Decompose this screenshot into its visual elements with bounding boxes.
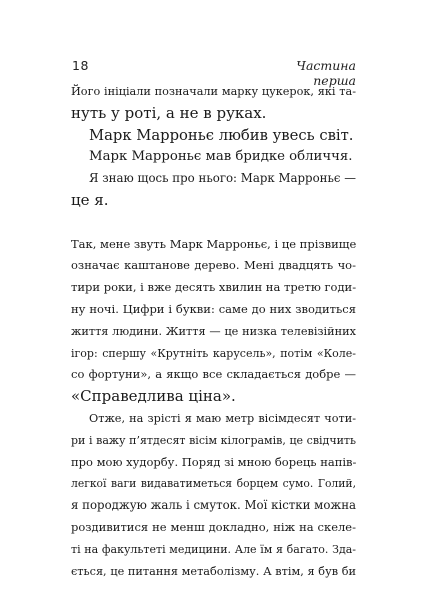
text-line: со фортуни», а якщо все складається добре —	[71, 367, 356, 382]
text-line: роздивитися не менш докладно, ніж на скеле-	[71, 519, 356, 534]
text-line: життя людини. Життя — це низка телевізійних	[71, 324, 356, 338]
page-number: 18	[72, 58, 89, 73]
text-line: ті на факультеті медицини. Але їм я багато. Зда-	[71, 542, 356, 556]
text-line: «Справедлива ціна».	[71, 387, 236, 406]
text-line: ігор: спершу «Крутніть карусель», потім «Коле-	[71, 346, 356, 360]
text-line: нуть у роті, а не в руках.	[71, 103, 267, 122]
text-line: ри і важу п’ятдесят вісім кілограмів, це свідчить	[71, 433, 356, 447]
text-line: це я.	[71, 190, 109, 209]
paragraph-gap	[71, 212, 356, 234]
text-line: Я знаю щось про нього: Марк Марроньє —	[89, 171, 356, 186]
text-line: ну ночі. Цифри і букви: саме до них зводиться	[71, 301, 356, 316]
text-line: означає каштанове дерево. Мені двадцять чо-	[71, 258, 356, 273]
text-line: ється, це питання метаболізму. А втім, я був би	[71, 564, 356, 578]
text-line: Марк Марроньє любив увесь світ.	[89, 126, 354, 144]
text-line: Отже, на зрісті я маю метр вісімдесят чоти-	[89, 411, 356, 425]
text-line: Так, мене звуть Марк Марроньє, і це прізвище	[71, 236, 357, 251]
text-line: про мою худорбу. Поряд зі мною борець напів-	[71, 454, 357, 469]
text-line: Марк Марроньє мав бридке обличчя.	[89, 149, 353, 165]
running-head: Частина перша	[296, 58, 356, 88]
text-line: легкої ваги видаватиметься борцем сумо. Голий,	[71, 477, 356, 491]
text-line: тири роки, і вже десять хвилин на третю годи-	[71, 280, 357, 295]
body-text	[71, 81, 356, 582]
text-line: Його ініціали позначали марку цукерок, які та-	[71, 85, 356, 98]
text-line: я породжую жаль і смуток. Мої кістки можна	[71, 498, 357, 513]
